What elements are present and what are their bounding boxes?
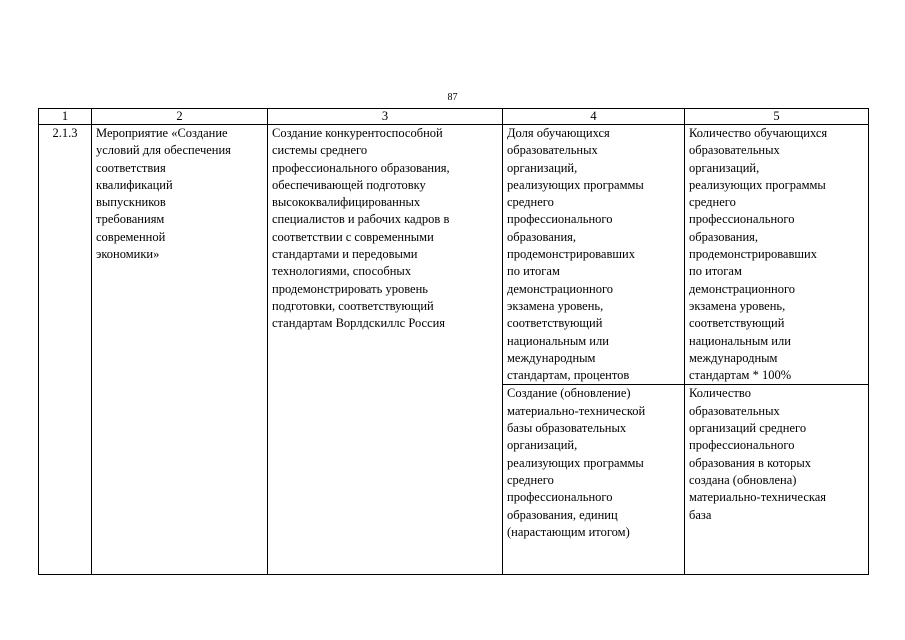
event-cell: Мероприятие «Создание условий для обеспечения соответствия квалификаций выпускников требованиям современной экономики» [92, 125, 268, 575]
indicator-name-cell: Доля обучающихся образовательных организаций, реализующих программы среднего профессионального образования, продемонстрировавших по итогам демонстрационного экзамена уровень, соответствующий национальным или международным стандартам, процентов [503, 125, 685, 385]
table-header-row [39, 109, 869, 125]
column-header-3: 3 [268, 109, 503, 125]
table-row [39, 125, 869, 385]
column-header-1: 1 [39, 109, 92, 125]
page-number: 87 [447, 92, 458, 103]
indicator-formula-cell: Количество обучающихся образовательных организаций, реализующих программы среднего профессионального образования, продемонстрировавших по итогам демонстрационного экзамена уровень, соответствующий национальным или международным стандартам * 100% [685, 125, 869, 385]
row-number-cell: 2.1.3 [39, 125, 92, 575]
indicator-name-cell: Создание (обновление) материально-технической базы образовательных организаций, реализующих программы среднего профессионального образования, единиц (нарастающим итогом) [503, 385, 685, 575]
column-header-5: 5 [685, 109, 869, 125]
column-header-4: 4 [503, 109, 685, 125]
indicator-formula-cell: Количество образовательных организаций среднего профессионального образования в которых создана (обновлена) материально-техническая база [685, 385, 869, 575]
program-table [38, 108, 869, 575]
result-cell: Создание конкурентоспособной системы среднего профессионального образования, обеспечивающей подготовку высококвалифицированных специалистов и рабочих кадров в соответствии с современными стандартами и передовыми технологиями, способных продемонстрировать уровень подготовки, соответствующий стандартам Ворлдскиллс Россия [268, 125, 503, 575]
column-header-2: 2 [92, 109, 268, 125]
